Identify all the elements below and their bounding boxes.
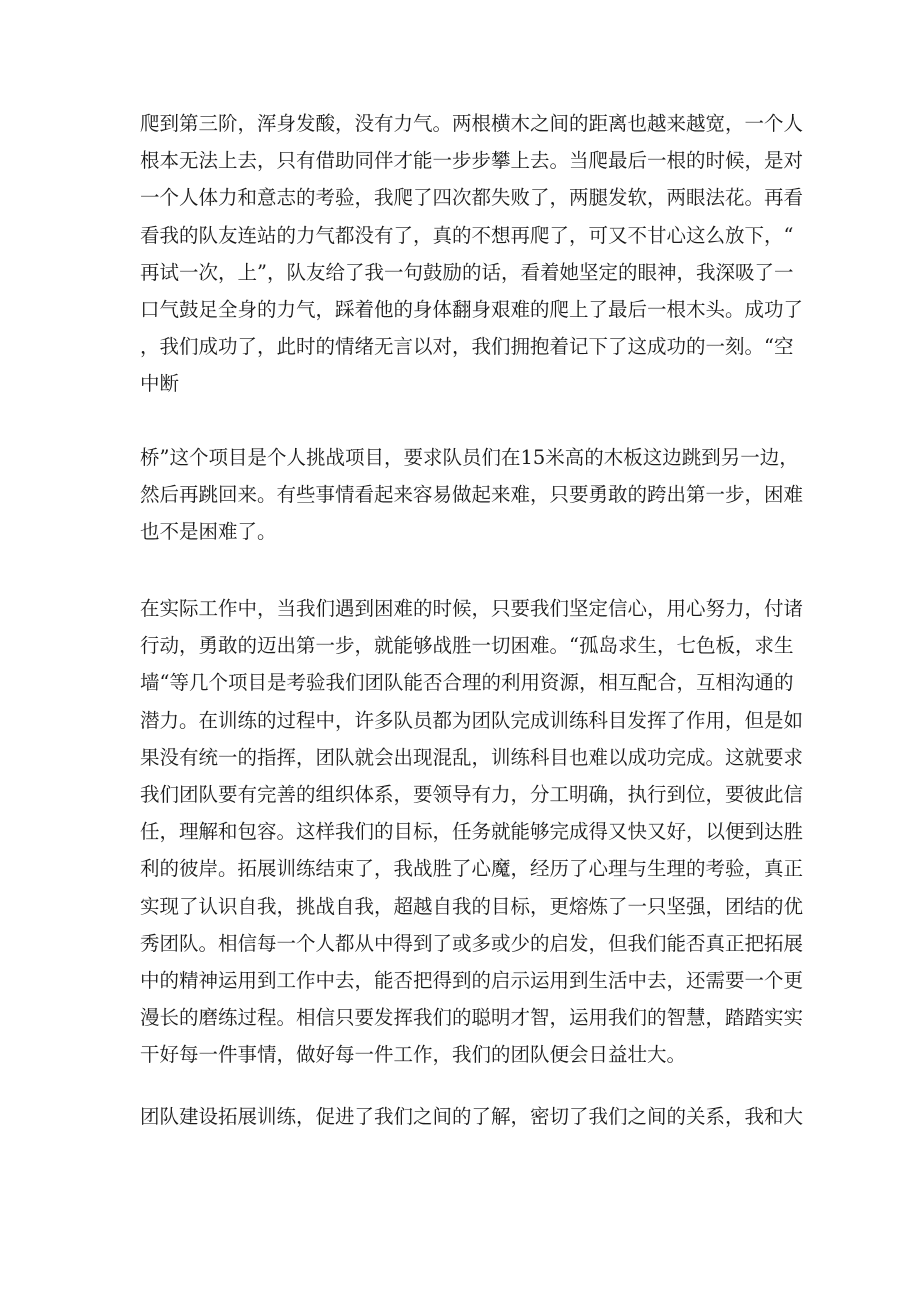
text-line: 利的彼岸。拓展训练结束了，我战胜了心魔，经历了心理与生理的考验，真正: [140, 857, 804, 881]
text-line: 墙“等几个项目是考验我们团队能否合理的利用资源，相互配合，互相沟通的: [140, 671, 794, 695]
text-line: ，我们成功了，此时的情绪无言以对，我们拥抱着记下了这成功的一刻。“空: [140, 335, 794, 359]
text-line: 潜力。在训练的过程中，许多队员都为团队完成训练科目发挥了作用，但是如: [140, 708, 804, 732]
paragraph: [140, 1098, 804, 1135]
text-line: 桥”这个项目是个人挑战项目，要求队员们在15米高的木板这边跳到另一边，: [140, 446, 799, 469]
text-line: 爬到第三阶，浑身发酸，没有力气。两根横木之间的距离也越来越宽，一个人: [140, 112, 804, 135]
text-line: 实现了认识自我，挑战自我，超越自我的目标，更熔炼了一只坚强，团结的优: [140, 894, 804, 918]
text-line: 看我的队友连站的力气都没有了，真的不想再爬了，可又不甘心这么放下，“: [140, 223, 794, 247]
text-line: 干好每一件事情，做好每一件工作，我们的团队便会日益壮大。: [140, 1043, 687, 1067]
text-line: 再试一次，上”，队友给了我一句鼓励的话，看着她坚定的眼神，我深吸了一: [140, 260, 794, 284]
text-line: 在实际工作中，当我们遇到困难的时候，只要我们坚定信心，用心努力，付诸: [140, 597, 804, 620]
text-line: 任，理解和包容。这样我们的目标，任务就能够完成得又快又好，以便到达胜: [140, 820, 804, 844]
text-line: 根本无法上去，只有借助同伴才能一步步攀上去。当爬最后一根的时候，是对: [140, 149, 804, 173]
text-line: 团队建设拓展训练，促进了我们之间的了解，密切了我们之间的关系，我和大: [140, 1105, 804, 1128]
text-line: 然后再跳回来。有些事情看起来容易做起来难，只要勇敢的跨出第一步，困难: [140, 483, 804, 507]
text-line: 秀团队。相信每一个人都从中得到了或多或少的启发，但我们能否真正把拓展: [140, 931, 804, 955]
paragraph: [140, 439, 804, 551]
text-line: 我们团队要有完善的组织体系，要领导有力，分工明确，执行到位，要彼此信: [140, 783, 804, 807]
paragraph: [140, 590, 804, 1074]
paragraph: [140, 105, 804, 403]
text-line: 中断: [140, 372, 180, 396]
text-line: 果没有统一的指挥，团队就会出现混乱，训练科目也难以成功完成。这就要求: [140, 745, 804, 769]
text-line: 中的精神运用到工作中去，能否把得到的启示运用到生活中去，还需要一个更: [140, 969, 804, 993]
text-line: 漫长的磨练过程。相信只要发挥我们的聪明才智，运用我们的智慧，踏踏实实: [140, 1006, 804, 1030]
text-line: 行动，勇敢的迈出第一步，就能够战胜一切困难。“孤岛求生，七色板，求生: [140, 634, 794, 658]
text-line: 也不是困难了。: [140, 520, 277, 544]
text-line: 一个人体力和意志的考验，我爬了四次都失败了，两腿发软，两眼法花。再看: [140, 186, 804, 210]
text-line: 口气鼓足全身的力气，踩着他的身体翻身艰难的爬上了最后一根木头。成功了: [140, 298, 804, 322]
